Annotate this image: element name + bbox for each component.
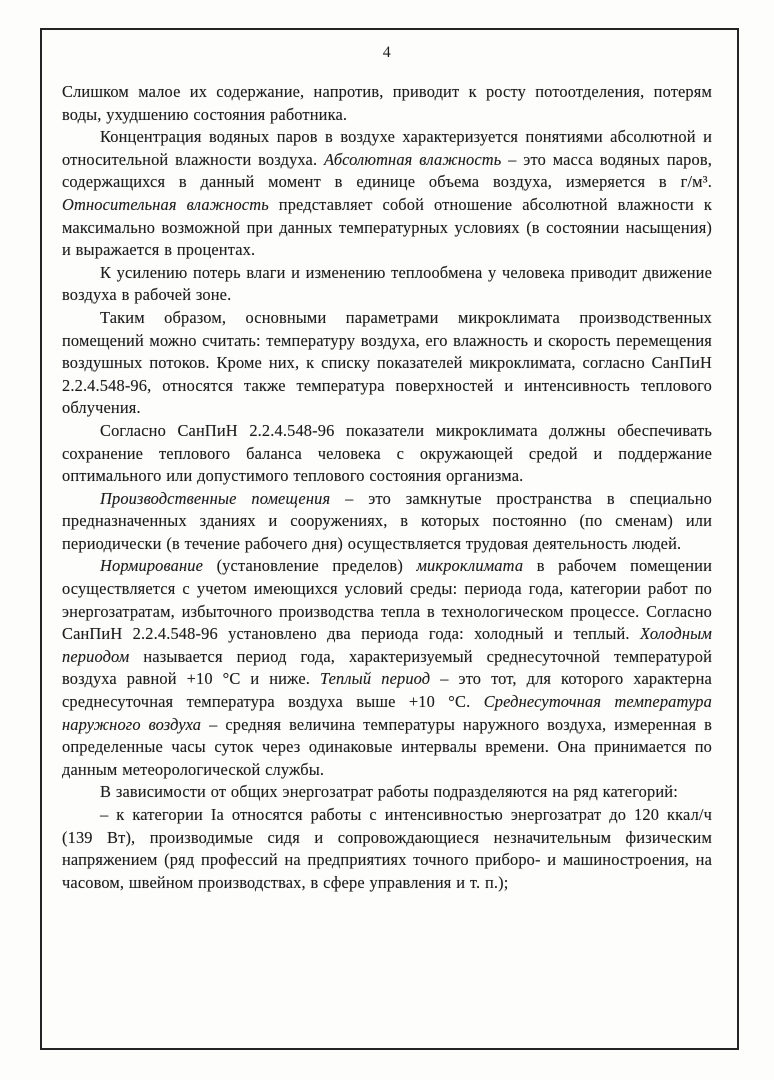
text-run: – это замкнутые пространства в специально предназначенных зданиях и сооружениях, в которых постоянно (по сменам) или периодически (в течение рабочего дня) осуществляется трудовая деятельность людей.: [62, 488, 712, 553]
paragraph: [62, 81, 712, 126]
text-run: Слишком малое их содержание, напротив, приводит к росту потоотделения, потерям воды, ухудшению состояния работника.: [62, 82, 712, 124]
italic-text-run: микроклимата: [416, 556, 524, 576]
italic-text-run: Абсолютная влажность: [324, 149, 502, 169]
text-run: – средняя величина температуры наружного воздуха, измеренная в определенные часы суток через одинаковые интервалы времени. Она принимается по данным метеорологической службы.: [62, 714, 712, 779]
paragraph: [62, 307, 712, 420]
paragraph: [62, 555, 712, 781]
text-run: – это тот, для которого характерна среднесуточная температура воздуха выше +10 °С.: [62, 669, 712, 712]
italic-text-run: Производственные помещения: [100, 488, 331, 508]
text-run: К усилению потерь влаги и изменению теплообмена у человека приводит движение воздуха в рабочей зоне.: [62, 262, 712, 305]
paragraph: [62, 781, 712, 804]
italic-text-run: Нормирование: [100, 556, 204, 576]
text-run: (установление пределов): [203, 556, 417, 576]
document-body: [62, 81, 712, 894]
text-run: Согласно СанПиН 2.2.4.548-96 показатели микроклимата должны обеспечивать сохранение теплового баланса человека с окружающей средой и поддержание оптимального или допустимого теплового состояния организма.: [62, 420, 712, 486]
italic-text-run: Теплый период: [319, 669, 431, 689]
paragraph: [62, 804, 712, 894]
text-run: – к категории Iа относятся работы с интенсивностью энергозатрат до 120 ккал/ч (139 Вт), производимые сидя и сопровождающиеся незначительным физическим напряжением (ряд профессий на предприятиях точного приборо- и машиностроения, на часовом, швейном производствах, в сфере управления и т. п.);: [62, 805, 712, 892]
text-run: представляет собой отношение абсолютной влажности к максимально возможной при данных температурных условиях (в состоянии насыщения) и выражается в процентах.: [62, 194, 712, 260]
paragraph: [62, 420, 712, 488]
text-run: Концентрация водяных паров в воздухе характеризуется понятиями абсолютной и относительной влажности воздуха.: [62, 127, 712, 169]
paragraph: [62, 262, 712, 307]
text-run: В зависимости от общих энергозатрат работы подразделяются на ряд категорий:: [100, 782, 678, 802]
paragraph: [62, 488, 712, 556]
text-run: называется период года, характеризуемый среднесуточной температурой воздуха равной +10 °С и ниже.: [62, 646, 712, 689]
page-number: 4: [382, 44, 392, 61]
text-run: Таким образом, основными параметрами микроклимата производственных помещений можно считать: температуру воздуха, его влажность и скорость перемещения воздушных потоков. Кроме них, к списку показателей микроклимата, согласно СанПиН 2.2.4.548-96, относятся также температура поверхностей и интенсивность теплового облучения.: [62, 307, 712, 418]
paragraph: [62, 126, 712, 262]
italic-text-run: Относительная влажность: [62, 194, 269, 214]
italic-text-run: Среднесуточная температура наружного воздуха: [62, 692, 712, 734]
text-run: в рабочем помещении осуществляется с учетом имеющихся условий среды: периода года, категории работ по энергозатратам, избыточного производства тепла в технологическом процессе. Согласно СанПиН 2.2.4.548-96 установлено два периода года: холодный и теплый.: [62, 556, 712, 644]
text-run: – это масса водяных паров, содержащихся в данный момент в единице объема воздуха, измеряется в г/м³.: [62, 149, 712, 192]
italic-text-run: Холодным периодом: [62, 624, 712, 666]
